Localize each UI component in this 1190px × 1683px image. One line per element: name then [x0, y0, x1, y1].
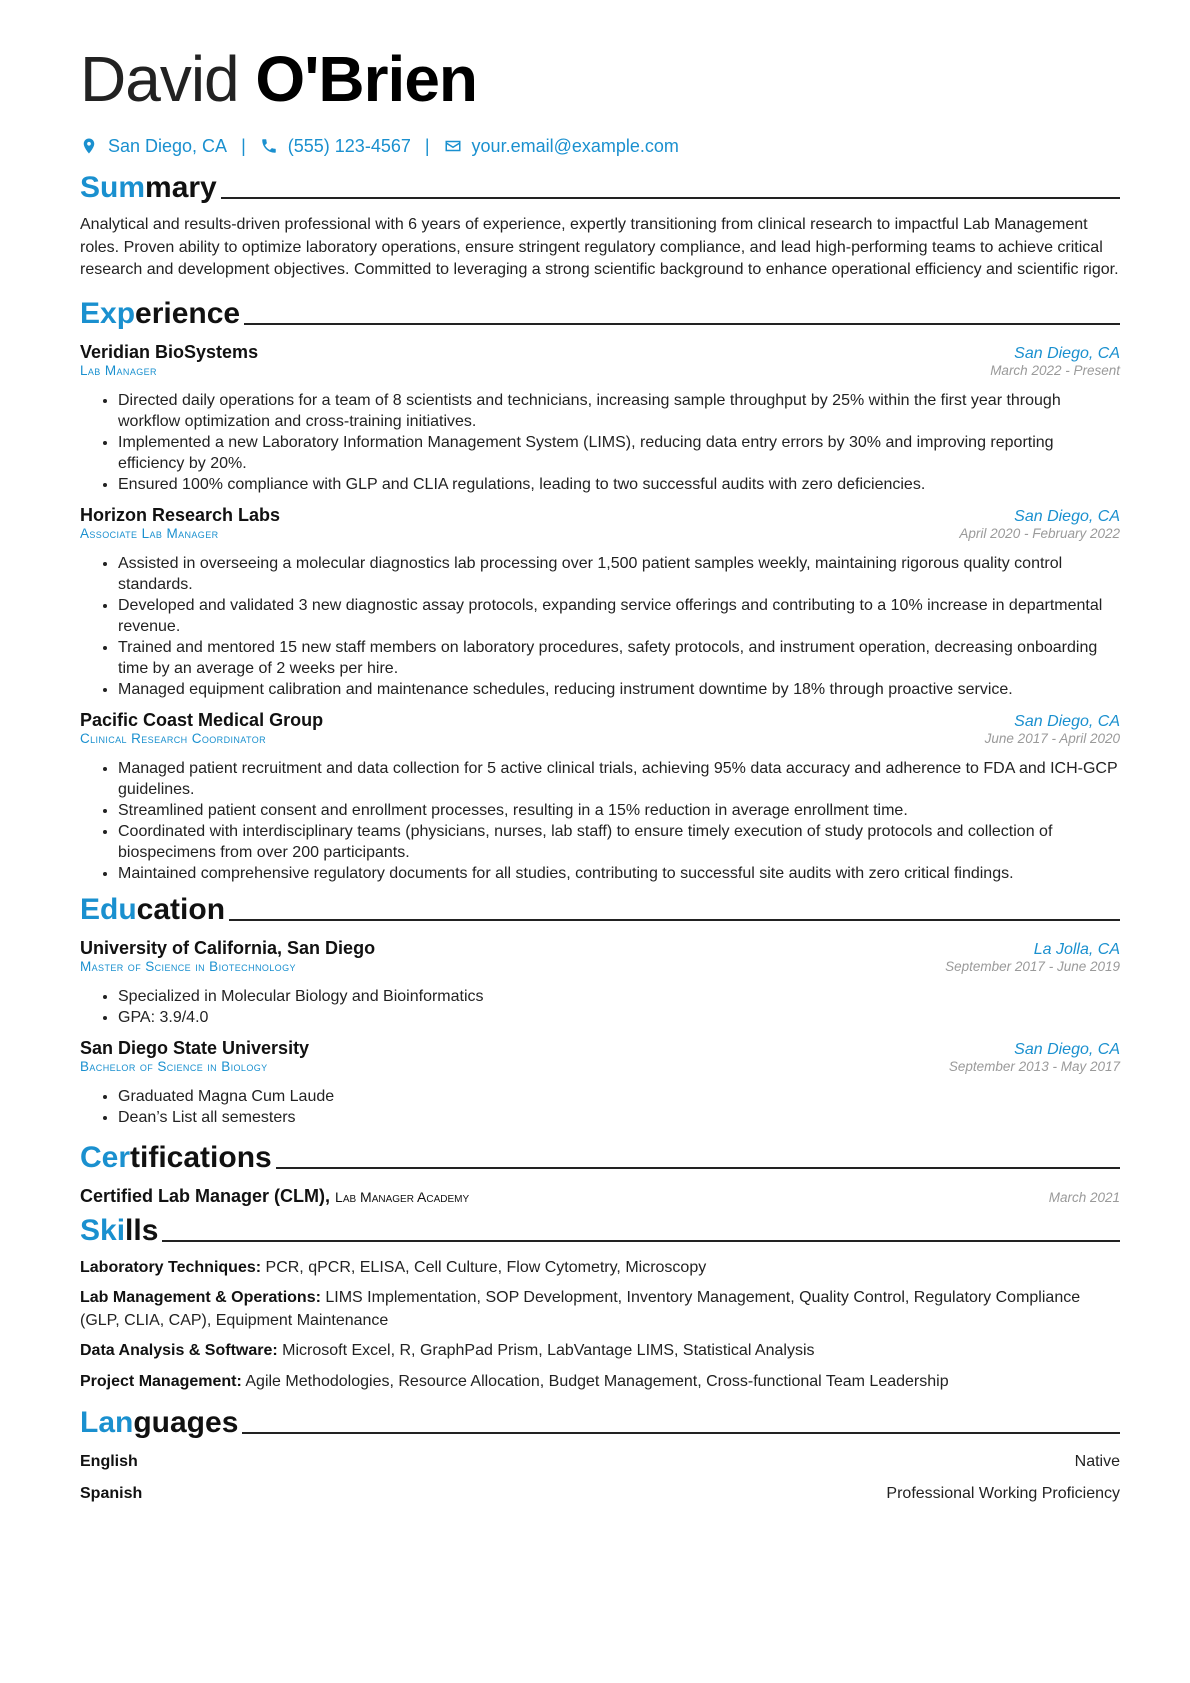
bullet-list	[80, 986, 1120, 1028]
education-entry	[80, 938, 1120, 1028]
language-level: Native	[1074, 1453, 1120, 1470]
summary-text: Analytical and results-driven professional with 6 years of experience, expertly transitioning from clinical research to impactful Lab Management roles. Proven ability to optimize laboratory operations, ensure stringent regulatory compliance, and lead high-performing teams to achieve critical research and development objectives. Committed to leveraging a strong scientific background to enhance operational efficiency and scientific rigor.	[80, 216, 1119, 278]
first-name: David	[80, 43, 239, 115]
envelope-icon	[444, 137, 462, 155]
list-item: • Ensured 100% compliance with GLP and CLIA regulations, leading to two successful audits with zero deficiencies.	[118, 474, 1120, 495]
entry-location: San Diego, CA	[1014, 507, 1120, 525]
job-title: Clinical Research Coordinator	[80, 730, 267, 746]
phone-text: (555) 123-4567	[287, 135, 411, 156]
certification-org: Lab Manager Academy	[335, 1188, 470, 1205]
section-title: Skills	[80, 1213, 159, 1247]
skill-line: Data Analysis & Software: Microsoft Excel, R, GraphPad Prism, LabVantage LIMS, Statistical Analysis	[80, 1342, 815, 1359]
section-title: Languages	[80, 1406, 239, 1439]
employer-name: Pacific Coast Medical Group	[80, 709, 324, 730]
languages-header	[80, 1405, 1120, 1441]
contact-phone[interactable]	[260, 136, 411, 157]
experience-entry	[80, 505, 1120, 700]
email-text: your.email@example.com	[471, 135, 679, 156]
experience-entry	[80, 710, 1120, 884]
language-level: Professional Working Proficiency	[886, 1485, 1120, 1502]
list-item: • Coordinated with interdisciplinary teams (physicians, nurses, lab staff) to ensure timely execution of study protocols and collection of biospecimens from over 200 participants.	[118, 821, 1120, 863]
list-item: • Developed and validated 3 new diagnostic assay protocols, expanding service offerings and contributing to a 10% increase in departmental revenue.	[118, 595, 1120, 637]
employer-name: Veridian BioSystems	[80, 341, 259, 362]
section-title: Education	[80, 892, 226, 926]
summary-header	[80, 170, 1120, 206]
section-rule	[162, 1240, 1120, 1242]
list-item: • Graduated Magna Cum Laude	[118, 1086, 1120, 1107]
bullet-list	[80, 758, 1120, 884]
certification-item: Certified Lab Manager (CLM), Lab Manager Academy March 2021	[80, 1185, 1120, 1206]
list-item: • Maintained comprehensive regulatory documents for all studies, contributing to successful site audits with zero critical findings.	[118, 863, 1120, 884]
entry-location: San Diego, CA	[1014, 344, 1120, 362]
list-item: • Directed daily operations for a team of 8 scientists and technicians, increasing sample throughput by 25% within the first year through workflow optimization and cross-training initiatives.	[118, 390, 1120, 432]
list-item: • Assisted in overseeing a molecular diagnostics lab processing over 1,500 patient samples weekly, maintaining rigorous quality control standards.	[118, 553, 1120, 595]
section-title: Experience	[80, 296, 241, 330]
degree: Bachelor of Science in Biology	[80, 1058, 268, 1074]
bullet-list	[80, 1086, 1120, 1128]
certification-name: Certified Lab Manager (CLM)	[80, 1185, 326, 1206]
language-item	[80, 1451, 1120, 1473]
contact-location	[80, 136, 227, 157]
entry-dates: June 2017 - April 2020	[984, 730, 1120, 746]
skill-line: Laboratory Techniques: PCR, qPCR, ELISA, Cell Culture, Flow Cytometry, Microscopy	[80, 1258, 707, 1276]
bullet-list	[80, 553, 1120, 700]
section-rule	[229, 919, 1120, 921]
list-item: • Implemented a new Laboratory Information Management System (LIMS), reducing data entry errors by 30% and improving reporting efficiency by 20%.	[118, 432, 1120, 474]
job-title: Lab Manager	[80, 362, 157, 378]
list-item: • Dean’s List all semesters	[118, 1107, 1120, 1128]
entry-dates: March 2022 - Present	[990, 362, 1120, 378]
bullet-list	[80, 390, 1120, 495]
section-rule	[276, 1167, 1120, 1169]
list-item: • Specialized in Molecular Biology and Bioinformatics	[118, 986, 1120, 1007]
contact-email[interactable]	[444, 136, 679, 157]
school-name: San Diego State University	[80, 1037, 310, 1058]
section-title: Summary	[80, 171, 217, 204]
degree: Master of Science in Biotechnology	[80, 958, 296, 974]
section-rule	[244, 323, 1120, 325]
contact-bar	[80, 132, 1120, 160]
list-item: • GPA: 3.9/4.0	[118, 1007, 1120, 1028]
entry-dates: April 2020 - February 2022	[959, 525, 1120, 541]
language-name: Spanish	[80, 1485, 143, 1502]
education-header	[80, 892, 1120, 928]
language-item	[80, 1483, 1120, 1505]
list-item: • Streamlined patient consent and enrollment processes, resulting in a 15% reduction in average enrollment time.	[118, 800, 1120, 821]
language-name: English	[80, 1453, 138, 1470]
skills-header	[80, 1213, 1120, 1249]
education-entry	[80, 1038, 1120, 1128]
list-item: • Managed patient recruitment and data collection for 5 active clinical trials, achieving 95% data accuracy and adherence to FDA and ICH-GCP guidelines.	[118, 758, 1120, 800]
experience-entry	[80, 342, 1120, 495]
list-item: • Trained and mentored 15 new staff members on laboratory procedures, safety protocols, and instrument operation, decreasing onboarding time by an average of 2 weeks per hire.	[118, 637, 1120, 679]
location-text: San Diego, CA	[108, 135, 228, 156]
entry-dates: September 2017 - June 2019	[945, 958, 1120, 974]
section-rule	[221, 197, 1120, 199]
contact-separator: |	[241, 135, 246, 156]
employer-name: Horizon Research Labs	[80, 504, 281, 525]
entry-dates: September 2013 - May 2017	[948, 1058, 1120, 1074]
list-item: • Managed equipment calibration and maintenance schedules, reducing instrument downtime by 18% through proactive service.	[118, 679, 1120, 700]
skill-line: Lab Management & Operations: LIMS Implementation, SOP Development, Inventory Management, Quality Control, Regulatory Compliance (GLP, CLIA, CAP), Equipment Maintenance	[80, 1289, 1081, 1329]
map-pin-icon	[80, 137, 98, 155]
last-name: O'Brien	[255, 43, 477, 115]
skill-line: Project Management: Agile Methodologies, Resource Allocation, Budget Management, Cross-functional Team Leadership	[80, 1372, 949, 1390]
entry-location: San Diego, CA	[1014, 712, 1120, 730]
candidate-name	[80, 38, 1120, 120]
section-title: Certifications	[80, 1140, 272, 1174]
phone-icon	[260, 137, 278, 155]
certifications-header	[80, 1140, 1120, 1176]
school-name: University of California, San Diego	[80, 937, 376, 958]
entry-location: San Diego, CA	[1014, 1040, 1120, 1058]
section-rule	[242, 1432, 1120, 1434]
job-title: Associate Lab Manager	[80, 525, 219, 541]
experience-header	[80, 296, 1120, 332]
entry-location: La Jolla, CA	[1033, 940, 1120, 958]
contact-separator: |	[424, 135, 430, 156]
certification-date: March 2021	[1048, 1189, 1120, 1205]
